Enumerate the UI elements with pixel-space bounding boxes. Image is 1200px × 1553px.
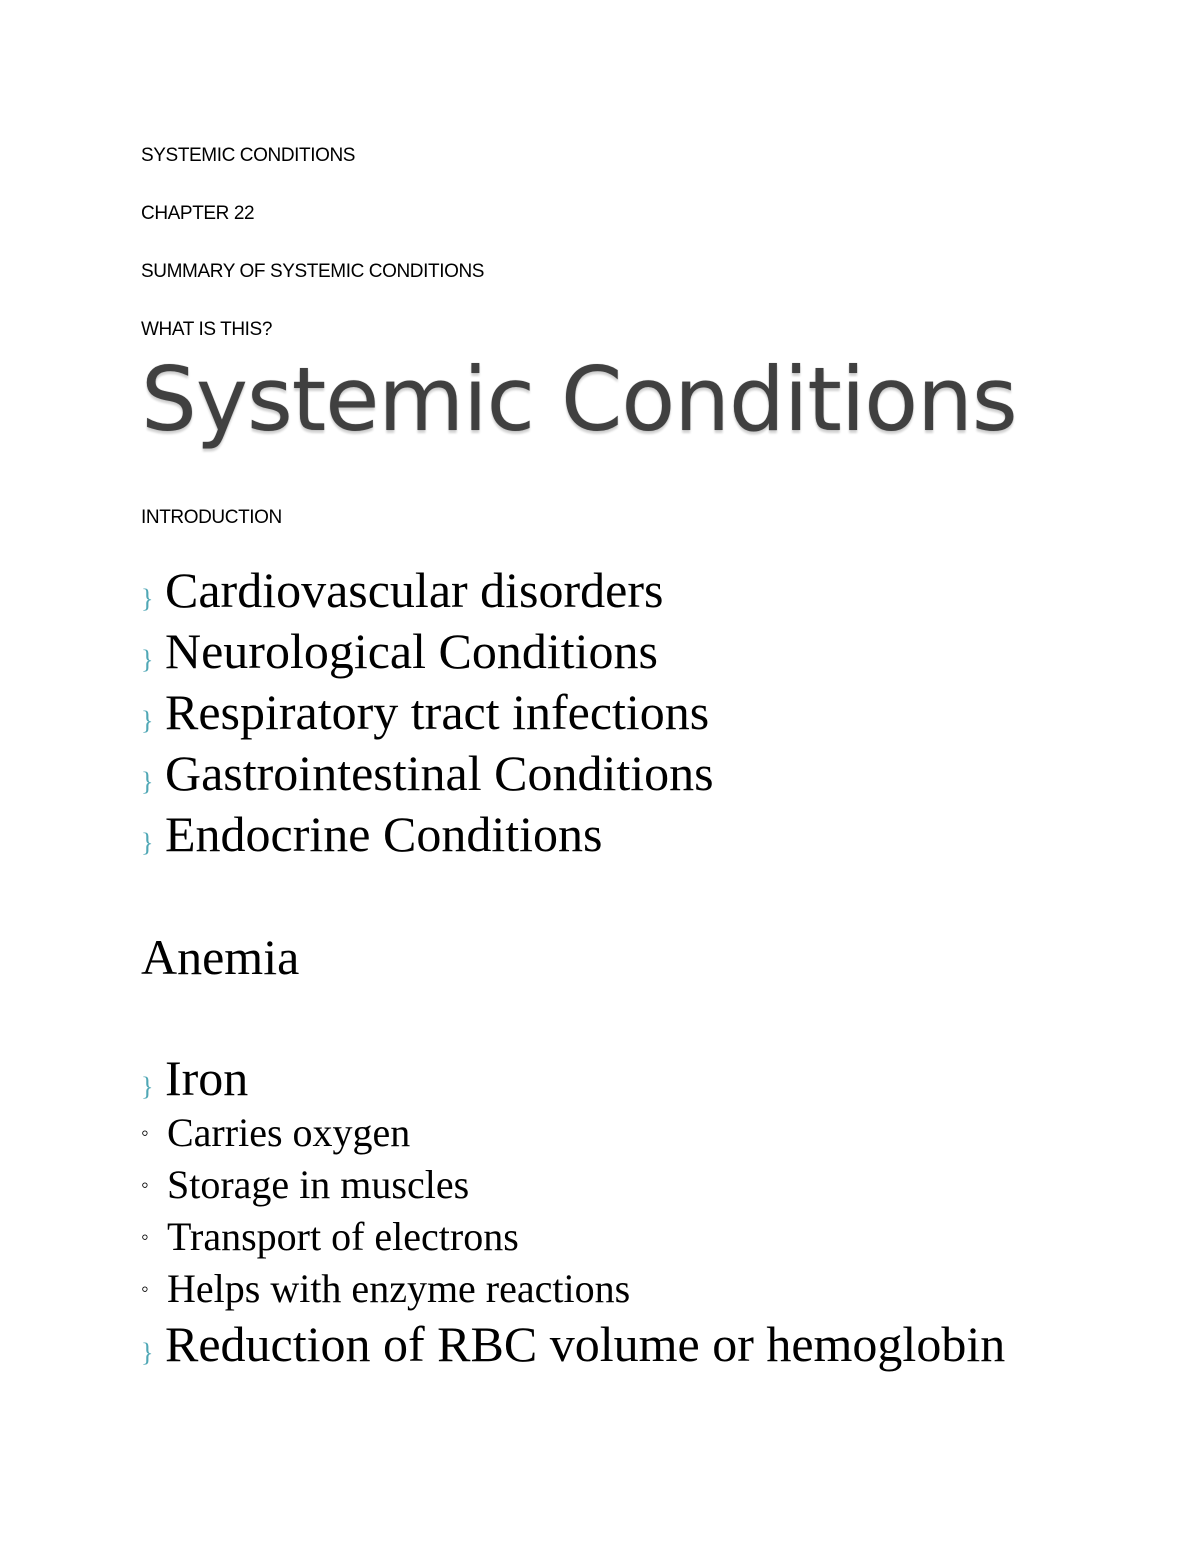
sub-list-item-text: Transport of electrons (167, 1214, 519, 1259)
list-item-text: Neurological Conditions (165, 623, 658, 679)
sub-list-item-text: Helps with enzyme reactions (167, 1266, 631, 1311)
circle-bullet-icon: ◦ (141, 1224, 149, 1249)
list-item (141, 1049, 1005, 1107)
list-item-text: Endocrine Conditions (165, 806, 603, 862)
sub-list-item (141, 1263, 1005, 1315)
list-item (141, 621, 714, 682)
list-item-text: Cardiovascular disorders (165, 562, 664, 618)
bullet-icon: } (141, 1072, 154, 1101)
list-item-text: Respiratory tract infections (165, 684, 710, 740)
circle-bullet-icon: ◦ (141, 1120, 149, 1145)
bullet-icon: } (141, 767, 154, 796)
chapter-heading: CHAPTER 22 (141, 203, 255, 224)
list-item (141, 682, 714, 743)
introduction-heading: INTRODUCTION (141, 507, 282, 528)
sub-list-item-text: Carries oxygen (167, 1110, 411, 1155)
anemia-title: Anemia (141, 929, 300, 985)
bullet-icon: } (141, 584, 154, 613)
document-heading: SYSTEMIC CONDITIONS (141, 145, 356, 166)
bullet-icon: } (141, 1338, 154, 1367)
list-item (141, 1315, 1005, 1373)
summary-heading: SUMMARY OF SYSTEMIC CONDITIONS (141, 261, 485, 282)
slide-title: Systemic Conditions (141, 348, 1017, 451)
question-heading: WHAT IS THIS? (141, 319, 272, 340)
sub-list-item-text: Storage in muscles (167, 1162, 470, 1207)
sub-list-item (141, 1107, 1005, 1159)
list-item (141, 560, 714, 621)
iron-label: Iron (165, 1050, 249, 1106)
anemia-list (141, 1049, 1005, 1373)
reduction-text: Reduction of RBC volume or hemoglobin (165, 1316, 1006, 1372)
list-item (141, 743, 714, 804)
sub-list-item (141, 1211, 1005, 1263)
circle-bullet-icon: ◦ (141, 1276, 149, 1301)
sub-list-item (141, 1159, 1005, 1211)
bullet-icon: } (141, 645, 154, 674)
list-item-text: Gastrointestinal Conditions (165, 745, 714, 801)
list-item (141, 804, 714, 865)
bullet-icon: } (141, 828, 154, 857)
intro-list (141, 560, 714, 865)
bullet-icon: } (141, 706, 154, 735)
circle-bullet-icon: ◦ (141, 1172, 149, 1197)
